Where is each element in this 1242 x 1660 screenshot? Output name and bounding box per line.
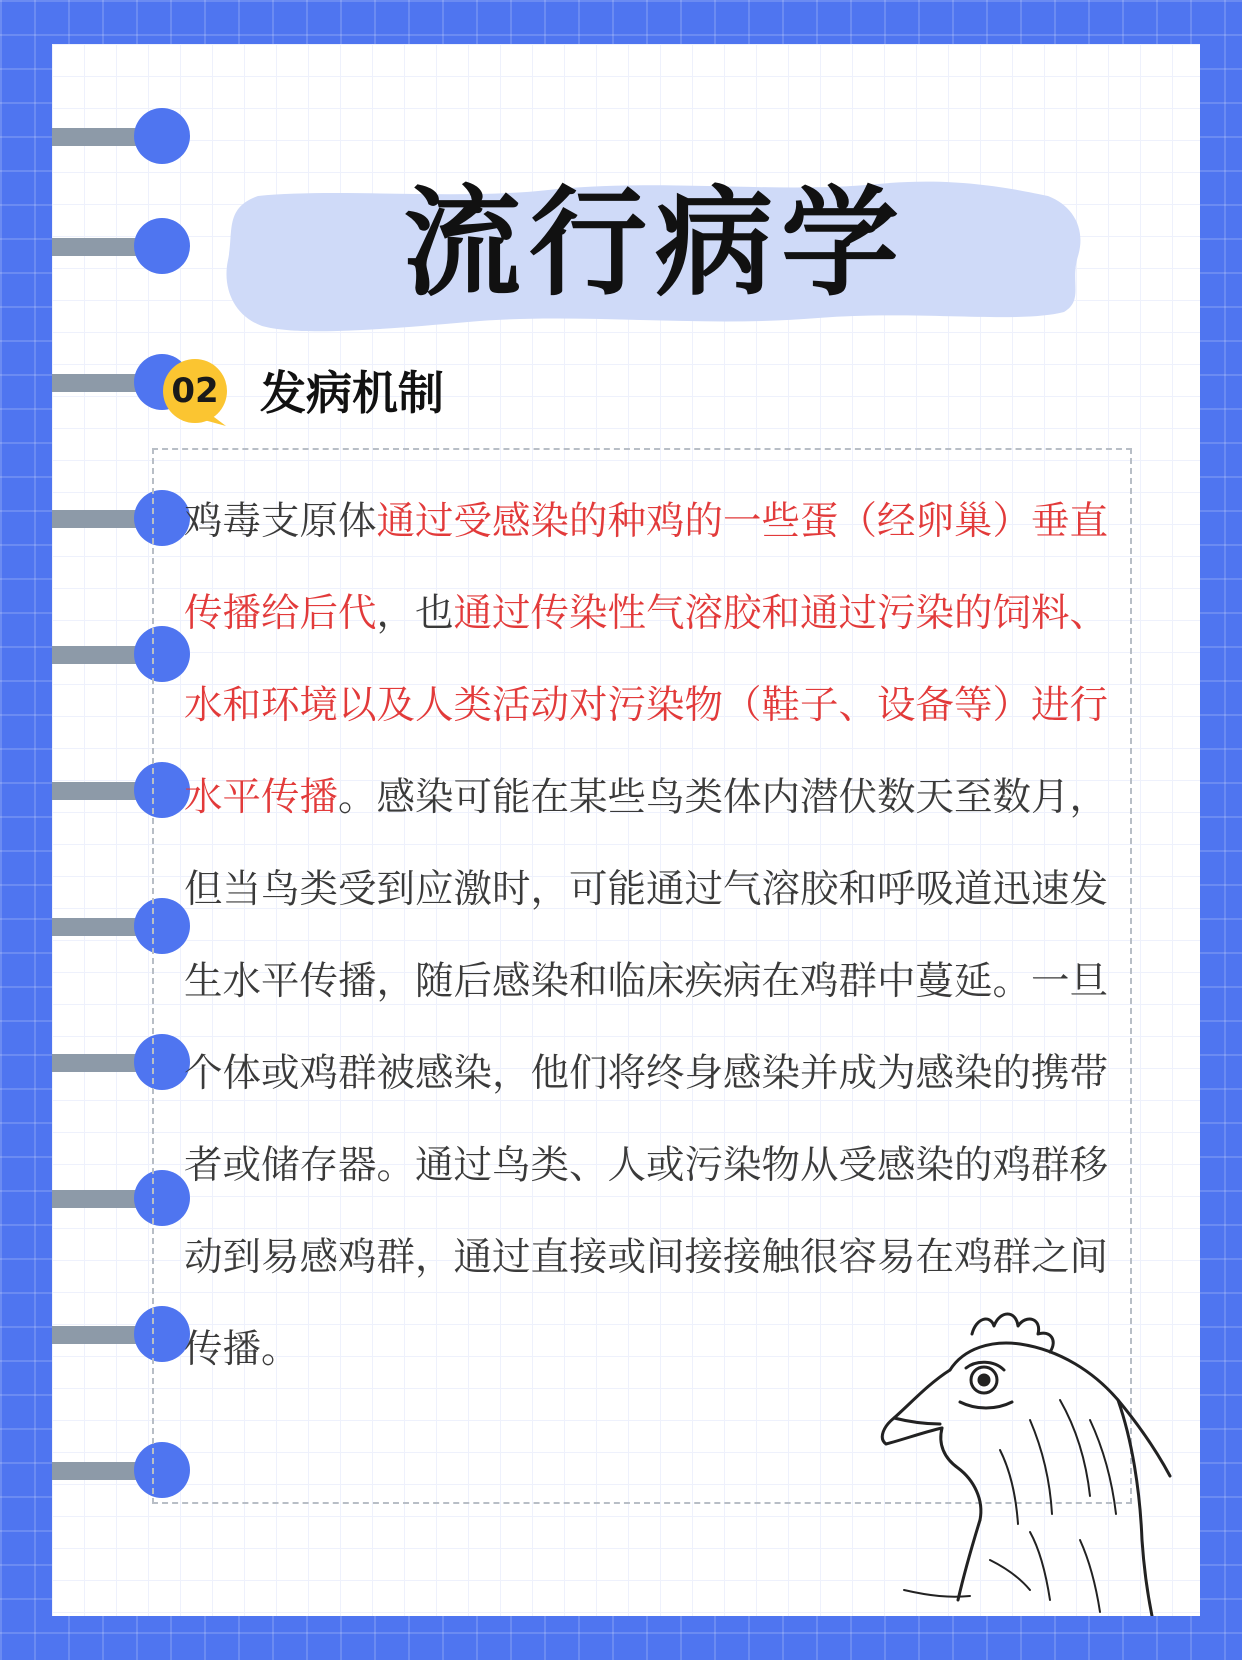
text-run: 。感染可能在某些鸟类体内潜伏数天至数月，但当鸟类受到应激时，可能通过气溶胶和呼吸道迅速发生水平传播，随后感染和临床疾病在鸡群中蔓延。一旦个体或鸡群被感染，他们将终身感染并成为感染的携带者或储存器。通过鸟类、人或污染物从受感染的鸡群移动到易感鸡群，通过直接或间接接触很容易在鸡群之间传播。 bbox=[184, 775, 1109, 1372]
binder-ring-icon bbox=[52, 218, 190, 276]
section-number: 02 bbox=[171, 371, 219, 411]
text-run: 鸡毒支原体 bbox=[184, 499, 377, 544]
highlighted-text-run: 通过受感染的种鸡的一些蛋（经卵巢）垂直传播给后代 bbox=[184, 499, 1109, 636]
binder-ring-icon bbox=[52, 108, 190, 166]
text-run: ，也 bbox=[376, 591, 454, 636]
page-title: 流行病学 bbox=[402, 174, 907, 312]
section-heading: 发病机制 bbox=[260, 366, 444, 420]
highlighted-text-run: 通过传染性气溶胶和通过污染的饲料、水和环境以及人类活动对污染物（鞋子、设备等）进行水平传播 bbox=[184, 591, 1109, 820]
body-paragraph bbox=[184, 476, 1109, 1396]
